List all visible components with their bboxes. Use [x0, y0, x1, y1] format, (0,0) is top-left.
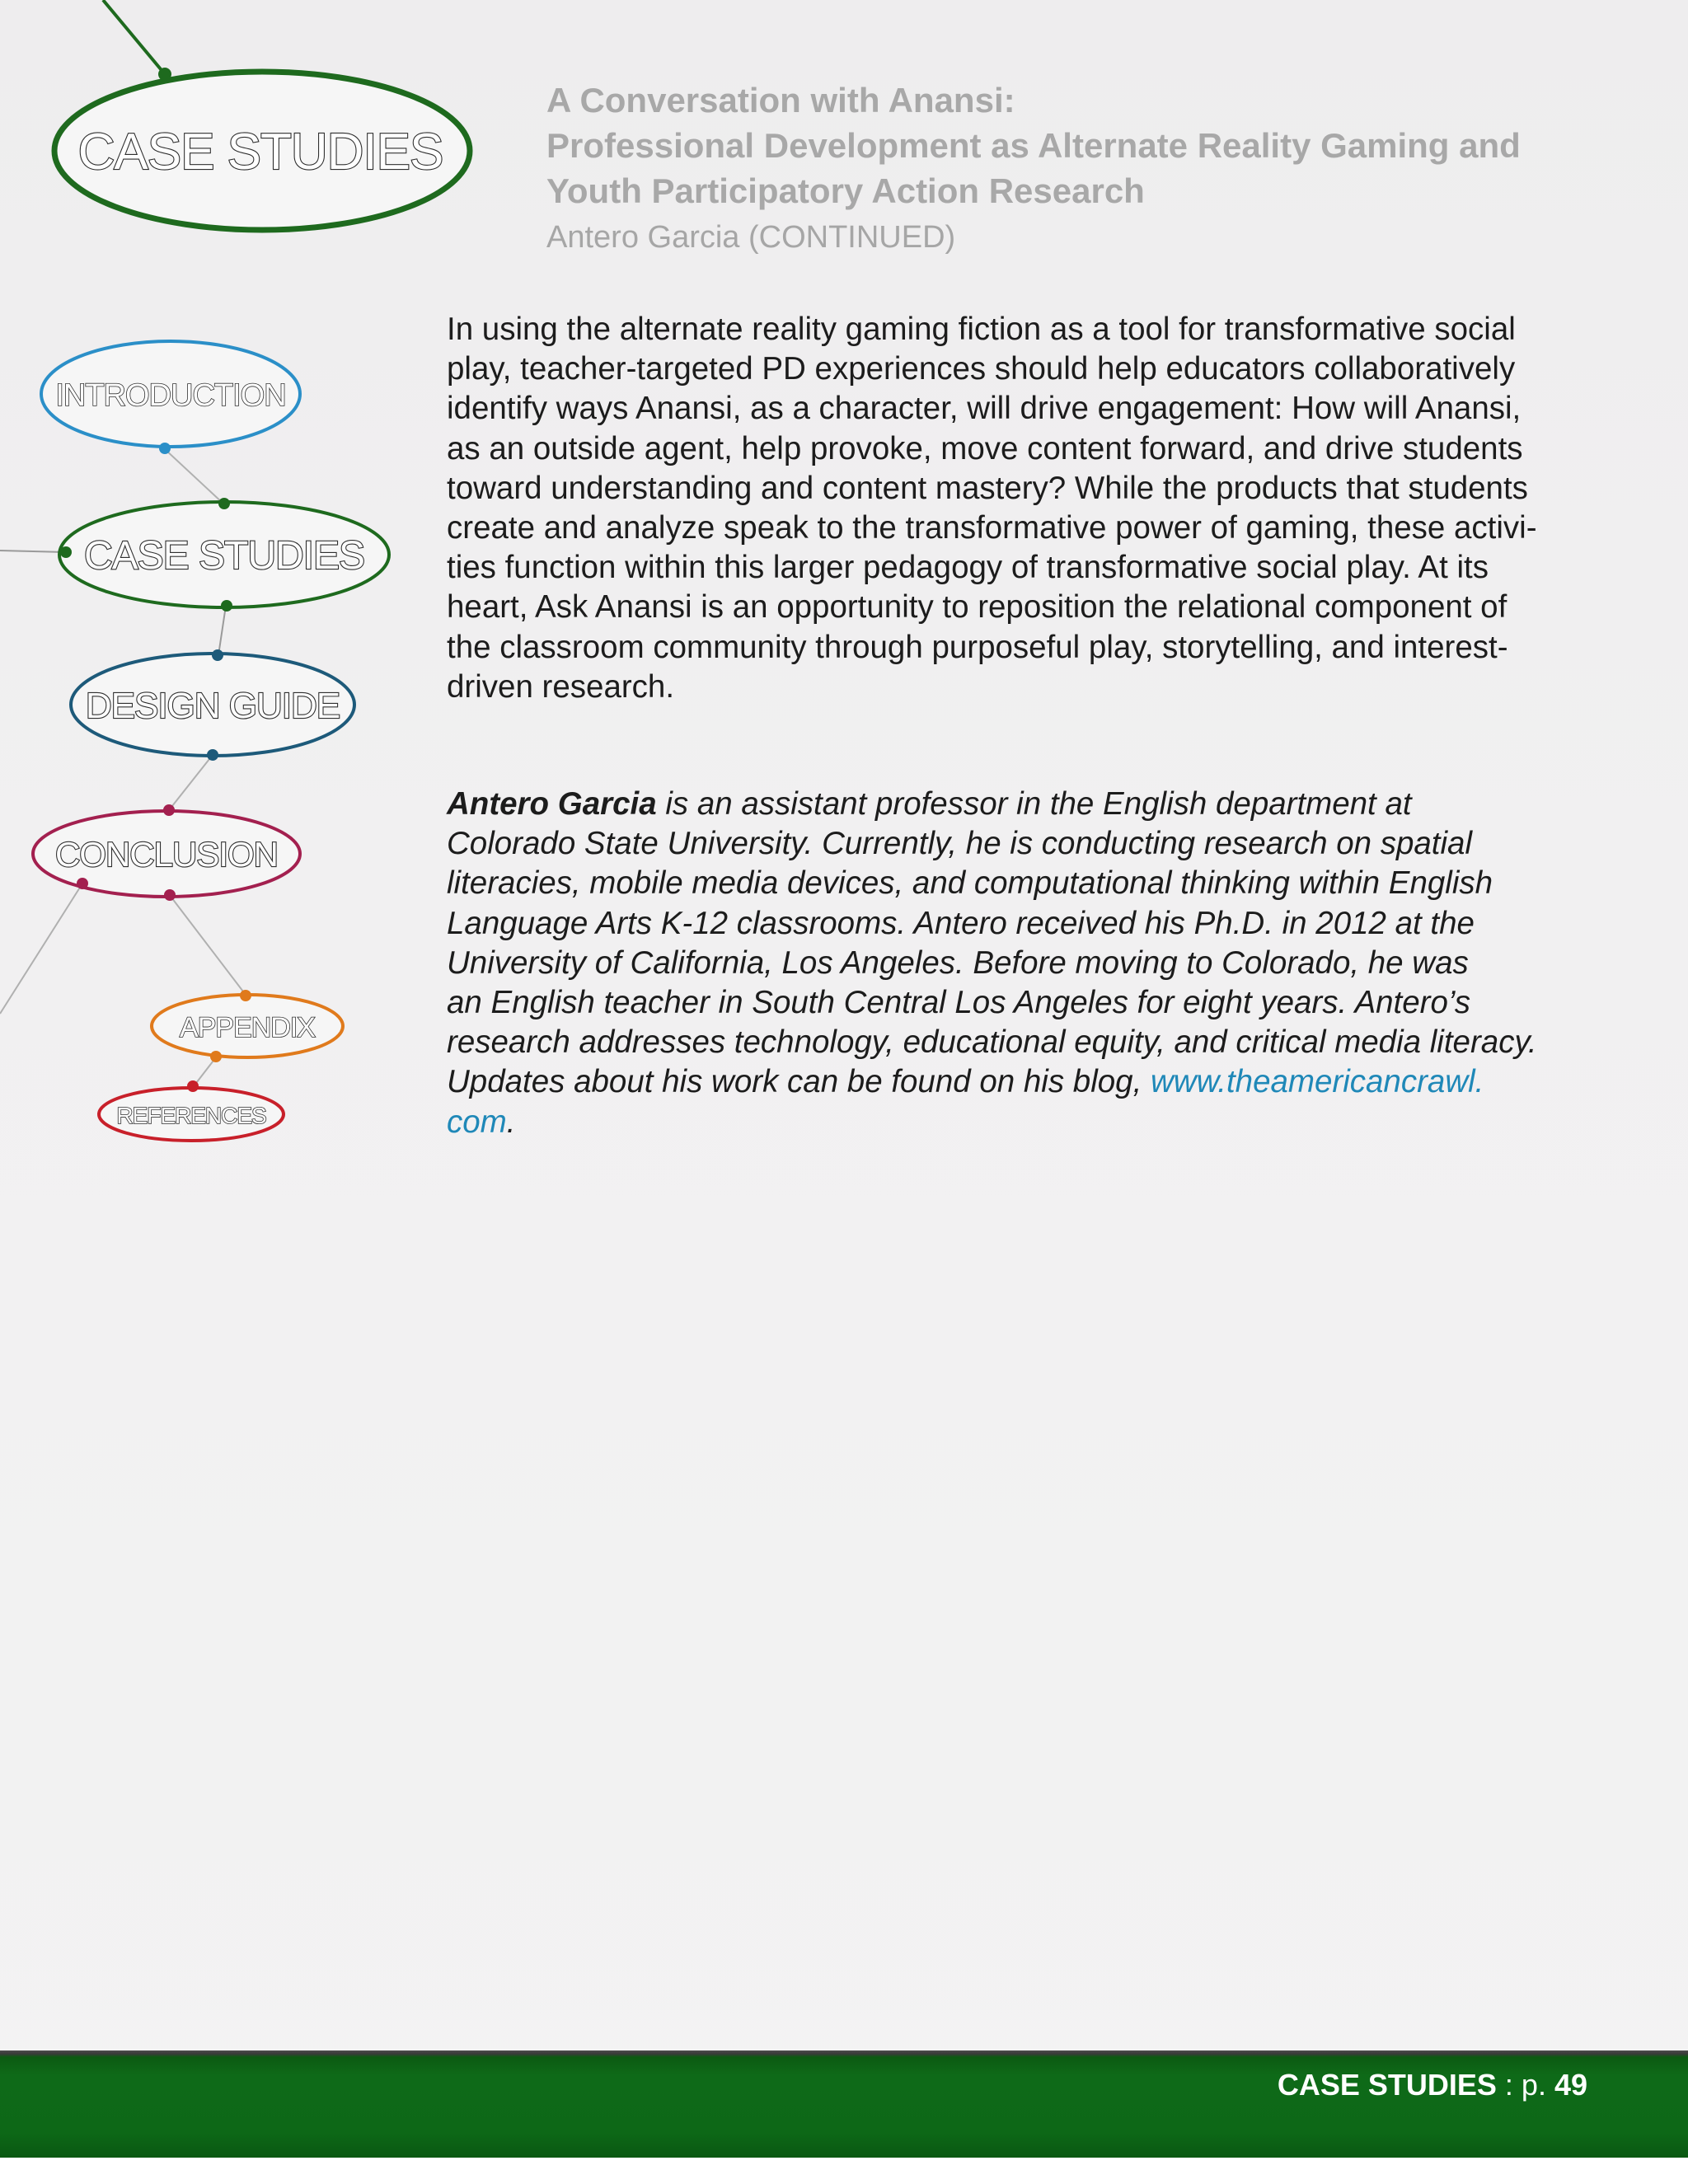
footer-page-number: 49 — [1554, 2068, 1587, 2102]
connector-line — [218, 606, 226, 655]
connector-line — [103, 0, 165, 74]
blog-link[interactable]: www.theamericancrawl. — [1150, 1064, 1484, 1100]
connector-line — [194, 1057, 216, 1086]
article-title-line: Youth Participatory Action Research — [546, 171, 1145, 210]
nav-item-introduction[interactable] — [41, 341, 300, 454]
nav-item-design-guide[interactable] — [71, 649, 354, 761]
article-header — [546, 77, 1618, 260]
text-line: the classroom community through purposeful play, storytelling, and interest- — [447, 629, 1508, 665]
blog-link-continued[interactable]: com — [447, 1104, 507, 1140]
connector-line — [0, 883, 82, 1014]
page-footer — [0, 2050, 1688, 2158]
footer-separator: : p. — [1496, 2068, 1554, 2102]
author-bio — [447, 785, 1601, 1142]
body-paragraph — [447, 310, 1601, 707]
nav-item-conclusion[interactable] — [33, 804, 300, 901]
text-line: as an outside agent, help provoke, move content forward, and drive students — [447, 430, 1523, 466]
text-line: research addresses technology, educational equity, and critical media literacy. — [447, 1024, 1537, 1061]
current-section-label: CASE STUDIES — [77, 124, 443, 180]
text-line: University of California, Los Angeles. Before moving to Colorado, he was — [447, 944, 1469, 981]
nav-item-label: REFERENCES — [116, 1103, 266, 1128]
connector-line — [169, 755, 213, 810]
bio-text-segment: . — [506, 1104, 516, 1140]
text-line: toward understanding and content mastery? While the products that students — [447, 470, 1528, 506]
nav-item-label: APPENDIX — [180, 1012, 315, 1043]
nav-item-label: CONCLUSION — [54, 835, 279, 874]
text-line: ties function within this larger pedagogy of transformative social play. At its — [447, 550, 1489, 586]
text-line — [447, 785, 1601, 824]
article-title-line: A Conversation with Anansi: — [546, 81, 1015, 120]
article-title-line: Professional Development as Alternate Reality Gaming and — [546, 126, 1521, 165]
nav-item-appendix[interactable] — [152, 990, 343, 1062]
text-line: Language Arts K-12 classrooms. Antero received his Ph.D. in 2012 at the — [447, 905, 1475, 941]
nav-item-case-studies[interactable] — [59, 498, 389, 612]
connector-line — [169, 894, 246, 995]
text-line — [447, 1103, 1601, 1142]
bio-text-segment: is an assistant professor in the English department at — [656, 786, 1412, 822]
nav-item-references[interactable] — [99, 1080, 284, 1141]
bio-author-name: Antero Garcia — [447, 786, 657, 822]
article-author: Antero Garcia (CONTINUED) — [546, 220, 956, 255]
text-line: Colorado State University. Currently, he is conducting research on spatial — [447, 826, 1473, 862]
text-line: play, teacher-targeted PD experiences should help educators collaboratively — [447, 351, 1516, 387]
connector-line — [0, 551, 66, 552]
footer-section: CASE STUDIES — [1277, 2068, 1497, 2102]
text-line: identify ways Anansi, as a character, will drive engagement: How will Anansi, — [447, 391, 1522, 427]
text-line: heart, Ask Anansi is an opportunity to reposition the relational component of — [447, 589, 1507, 626]
current-section-badge — [54, 68, 470, 230]
nav-item-label: DESIGN GUIDE — [85, 686, 340, 726]
text-line: an English teacher in South Central Los Angeles for eight years. Antero’s — [447, 985, 1471, 1021]
text-line — [447, 1062, 1601, 1102]
text-line: In using the alternate reality gaming fiction as a tool for transformative social — [447, 312, 1516, 347]
nav-item-label: INTRODUCTION — [55, 378, 286, 413]
nav-item-label: CASE STUDIES — [83, 534, 365, 578]
text-line: create and analyze speak to the transformative power of gaming, these activi- — [447, 510, 1537, 546]
page-bottom-margin — [0, 2158, 1688, 2184]
connector-line — [165, 449, 224, 504]
section-navigation-map — [0, 0, 511, 1170]
bio-text-segment: Updates about his work can be found on his blog, — [447, 1064, 1151, 1100]
footer-page-label — [1278, 2067, 1587, 2103]
text-line: driven research. — [447, 668, 675, 705]
text-line: literacies, mobile media devices, and computational thinking within English — [447, 865, 1493, 902]
